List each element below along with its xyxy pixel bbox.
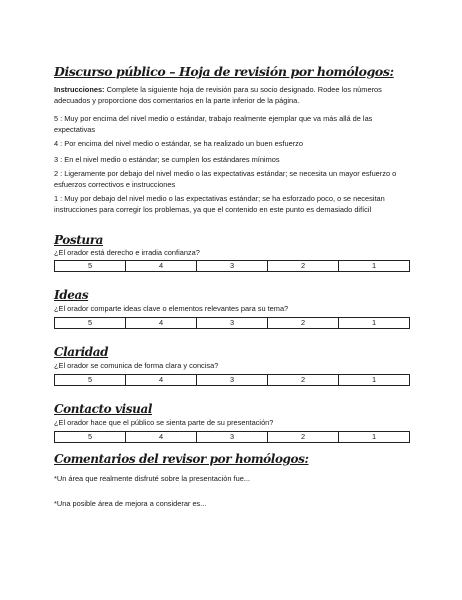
scale-description-5: 5 : Muy por encima del nivel medio o estándar, trabajo realmente ejemplar que va más allá de las expectativas	[54, 114, 373, 134]
question-claridad: ¿El orador se comunica de forma clara y concisa?	[54, 361, 219, 370]
rating-option[interactable]: 2	[268, 261, 339, 272]
rating-option[interactable]: 3	[197, 432, 268, 443]
rating-option[interactable]: 4	[126, 318, 197, 329]
comments-heading: Comentarios del revisor por homólogos:	[54, 452, 309, 466]
rating-option[interactable]: 4	[126, 375, 197, 386]
section-heading-claridad: Claridad	[54, 345, 109, 359]
rating-option[interactable]: 4	[126, 432, 197, 443]
section-heading-contacto-visual: Contacto visual	[54, 402, 152, 416]
rating-option[interactable]: 3	[197, 318, 268, 329]
instructions-paragraph	[54, 85, 406, 106]
rating-option[interactable]: 1	[339, 318, 410, 329]
section-heading-postura: Postura	[54, 233, 104, 247]
instructions-label: Instrucciones:	[54, 85, 105, 94]
rating-option[interactable]: 1	[339, 375, 410, 386]
scale-description-2: 2 : Ligeramente por debajo del nivel medio o las expectativas estándar; se necesita un mayor esfuerzo o esfuerzos correctivos e instrucciones	[54, 169, 397, 189]
rating-option[interactable]: 5	[55, 318, 126, 329]
scale-description-3: 3 : En el nivel medio o estándar; se cumplen los estándares mínimos	[54, 155, 280, 164]
comment-prompt-enjoyed: *Un área que realmente disfruté sobre la presentación fue...	[54, 474, 250, 483]
instructions-text: Complete la siguiente hoja de revisión para su socio designado. Rodee los números adecuados y proporcione dos comentarios en la parte inferior de la página.	[54, 85, 382, 105]
rating-option[interactable]: 2	[268, 318, 339, 329]
rating-option[interactable]: 5	[55, 432, 126, 443]
scale-description-1: 1 : Muy por debajo del nivel medio o las expectativas estándar; se ha esforzado poco, o se necesitan instrucciones para corregir los problemas, ya que el contenido en este punto es demasiado difícil	[54, 194, 385, 214]
rating-option[interactable]: 3	[197, 375, 268, 386]
rating-option[interactable]: 1	[339, 432, 410, 443]
rating-option[interactable]: 2	[268, 375, 339, 386]
question-contacto-visual: ¿El orador hace que el público se sienta parte de su presentación?	[54, 418, 274, 427]
rating-option[interactable]: 5	[55, 375, 126, 386]
page-title: Discurso público – Hoja de revisión por homólogos:	[54, 64, 394, 79]
rating-option[interactable]: 2	[268, 432, 339, 443]
scale-description-4: 4 : Por encima del nivel medio o estándar, se ha realizado un buen esfuerzo	[54, 139, 303, 148]
rating-option[interactable]: 5	[55, 261, 126, 272]
rating-option[interactable]: 3	[197, 261, 268, 272]
rating-option[interactable]: 4	[126, 261, 197, 272]
rating-scale-contacto-visual	[54, 431, 410, 443]
section-heading-ideas: Ideas	[54, 288, 89, 302]
rating-scale-postura	[54, 260, 410, 272]
question-postura: ¿El orador está derecho e irradia confianza?	[54, 248, 200, 257]
rating-scale-claridad	[54, 374, 410, 386]
comment-prompt-improvement: *Una posible área de mejora a considerar es...	[54, 499, 207, 508]
rating-scale-ideas	[54, 317, 410, 329]
question-ideas: ¿El orador comparte ideas clave o elementos relevantes para su tema?	[54, 304, 289, 313]
rating-option[interactable]: 1	[339, 261, 410, 272]
